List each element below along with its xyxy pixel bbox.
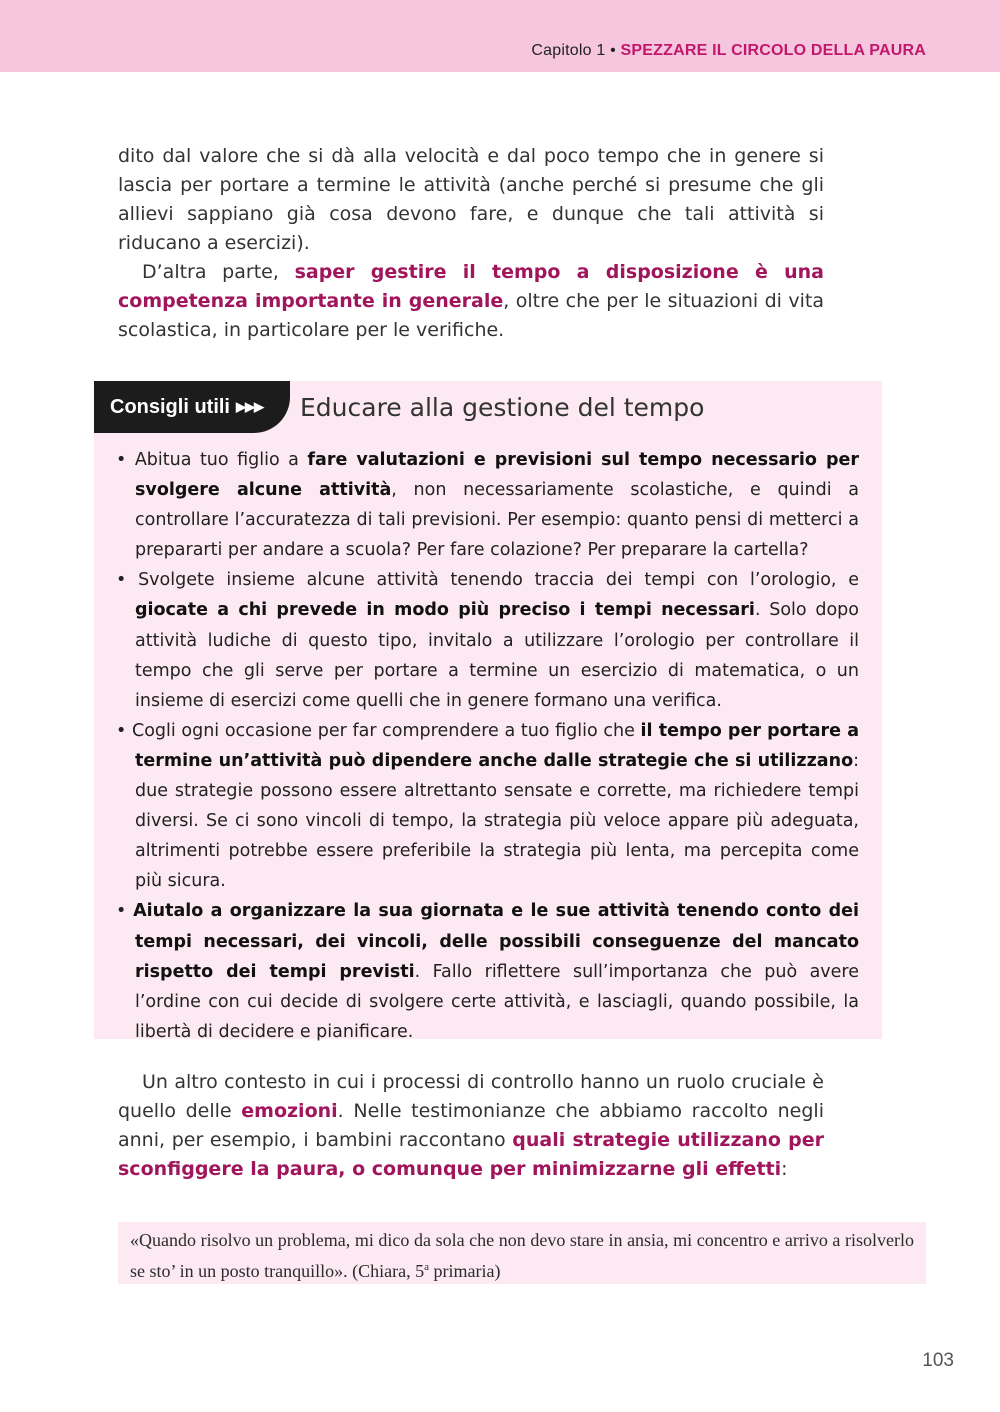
header-separator: • xyxy=(605,42,621,59)
tip-text: • Cogli ogni occasione per far comprendere a tuo figlio che xyxy=(116,720,641,741)
tip-text-end: . Solo dopo attività ludiche di questo tipo, invitalo a utilizzare l’orologio per controllare il tempo che gli serve per portare a termine un esercizio di matematica, o un insieme di esercizi come quelli che in genere formano una verifica. xyxy=(135,600,859,711)
tip-text-end: , non necessariamente scolastiche, e quindi a controllare l’accuratezza di tali previsioni. Per esempio: quanto pensi di metterci a prepararti per andare a scuola? Per fare colazione? Per preparare la cartella? xyxy=(135,480,859,561)
tip-item xyxy=(116,445,859,565)
after-highlight-strategies: quali strategie utilizzano per sconfiggere la paura, o comunque per minimizzarne gli effetti xyxy=(118,1129,824,1180)
chapter-title: SPEZZARE IL CIRCOLO DELLA PAURA xyxy=(620,42,926,59)
tip-text: • Svolgete insieme alcune attività tenendo traccia dei tempi con l’orologio, e xyxy=(116,570,859,591)
after-paragraph xyxy=(118,1068,824,1184)
triple-arrow-icon: ▶▶▶ xyxy=(236,399,263,414)
tip-item xyxy=(116,565,859,715)
tips-title: Educare alla gestione del tempo xyxy=(300,393,705,422)
tip-bold: il tempo per portare a termine un’attività può dipendere anche dalle strategie che si utilizzano xyxy=(135,720,860,771)
after-highlight-emozioni: emozioni xyxy=(241,1100,338,1122)
chapter-label: Capitolo 1 xyxy=(531,42,606,59)
intro-paragraph-2 xyxy=(118,258,824,345)
after-text-end: : xyxy=(781,1158,788,1180)
after-text: Un altro contesto in cui i processi di controllo hanno un ruolo cruciale è quello delle xyxy=(118,1071,824,1122)
intro-p2-highlight: saper gestire il tempo a disposizione è una competenza importante in generale xyxy=(118,261,824,312)
intro-paragraph-1: dito dal valore che si dà alla velocità e dal poco tempo che in genere si lascia per portare a termine le attività (anche perché si presume che gli allievi sappiano già cosa devono fare, e dunque che tali attività si riducano a esercizi). xyxy=(118,145,824,254)
tips-box xyxy=(94,381,882,1042)
tip-item xyxy=(116,716,859,897)
quote-text: «Quando risolvo un problema, mi dico da sola che non devo stare in ansia, mi concentro e arrivo a risolverlo se sto’ in un posto tranquillo». (Chiara, 5 xyxy=(130,1230,914,1281)
intro-p2-text-end: , oltre che per le situazioni di vita scolastica, in particolare per le verifiche. xyxy=(118,290,824,341)
intro-p2-text: D’altra parte, xyxy=(142,261,295,283)
tips-tab xyxy=(94,381,290,433)
page-number: 103 xyxy=(922,1350,954,1371)
running-header xyxy=(531,42,926,60)
tip-text: • xyxy=(116,901,134,922)
quote-tail: primaria) xyxy=(429,1261,501,1281)
tip-text: • Abitua tuo figlio a xyxy=(116,450,308,470)
tip-text-end: : due strategie possono essere altrettanto sensate e corrette, ma richiedere tempi diversi. Se ci sono vincoli di tempo, la strategia più veloce appare più adeguata, altrimenti potrebbe essere preferibile la strategia più lenta, ma percepita come più sicura. xyxy=(135,750,859,892)
tip-bold: fare valutazioni e previsioni sul tempo necessario per svolgere alcune attività xyxy=(135,450,860,501)
tip-bold: Aiutalo a organizzare la sua giornata e le sue attività tenendo conto dei tempi necessari, dei vincoli, delle possibili conseguenze del mancato rispetto dei tempi previsti xyxy=(133,901,859,982)
quote-box xyxy=(118,1222,926,1284)
tip-item xyxy=(116,896,859,1046)
tips-list xyxy=(116,445,859,1047)
header-band xyxy=(0,0,1000,72)
quote-superscript: a xyxy=(424,1261,430,1273)
after-text-mid: . Nelle testimonianze che abbiamo raccolto negli anni, per esempio, i bambini raccontano xyxy=(118,1100,824,1151)
tips-tab-label: Consigli utili xyxy=(110,396,230,418)
tip-bold: giocate a chi prevede in modo più preciso i tempi necessari xyxy=(135,600,755,621)
tip-text-end: . Fallo riflettere sull’importanza che può avere l’ordine con cui decide di svolgere certe attività, e lasciagli, quando possibile, la libertà di decidere e pianificare. xyxy=(135,961,859,1042)
